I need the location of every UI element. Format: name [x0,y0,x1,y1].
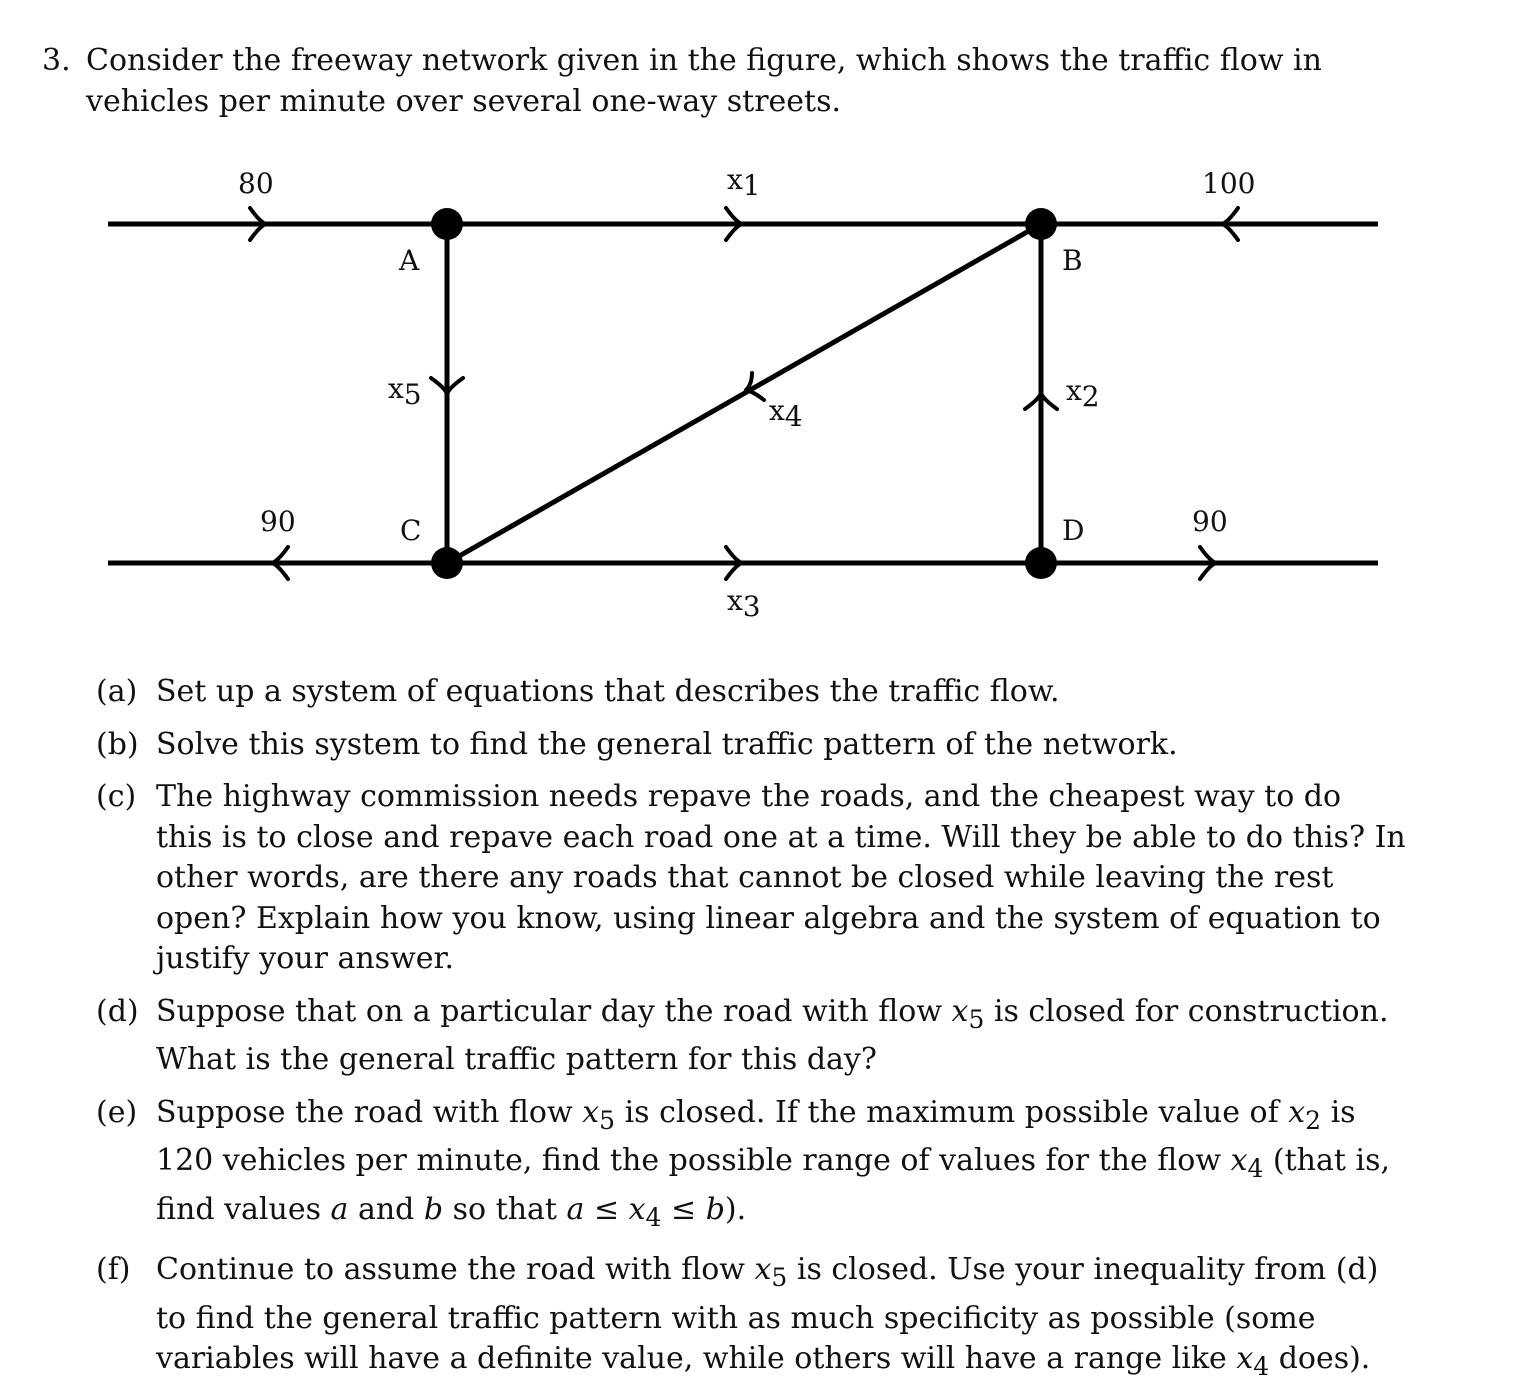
var-label-x5: x5 [388,372,422,411]
part-label: (a) [96,674,138,709]
node-B [1025,208,1057,240]
part-f [96,1250,1406,1388]
traffic-network-figure [0,150,1525,630]
part-e [96,1093,1406,1239]
part-label: (d) [96,993,139,1029]
node-label-A: A [399,244,420,277]
part-c [96,777,1406,980]
part-a [96,672,1406,713]
node-D [1025,547,1057,579]
node-label-D: D [1062,514,1085,547]
var-label-x1: x1 [727,163,761,202]
node-label-B: B [1062,244,1083,277]
flow-label-100: 100 [1202,167,1256,200]
part-b [96,725,1406,766]
part-text: The highway commission needs repave the roads, and the cheapest way to do this is to close and repave each road one at a time. Will they be able to do this? In other words, are there any roads that cannot be closed while leaving the rest open? Explain how you know, using linear algebra and the system of equation to justify your answer. [156,779,1406,976]
part-label: (e) [96,1094,138,1130]
part-text: Continue to assume the road with flow $x_5$ is closed. Use your inequality from (d) to find the general traffic pattern with as much specificity as possible (some variables will have a definite value, while others will have a range like $x_4$ does). [156,1252,1379,1381]
var-label-x4: x4 [769,394,803,433]
part-d [96,992,1406,1081]
problem-header [42,40,1422,122]
flow-label-80: 80 [238,167,274,200]
problem-number: 3. [42,43,71,78]
var-label-x2: x2 [1066,374,1100,413]
part-text: Suppose the road with flow $x_5$ is closed. If the maximum possible value of $x_2$ is 120 vehicles per minute, find the possible range of values for the flow $x_4$ (that is, find values a and b so that $a \le x_4 \le b$). [156,1094,1391,1232]
part-label: (c) [96,779,137,814]
part-label: (b) [96,726,139,762]
flow-label-90-right: 90 [1192,505,1228,538]
node-label-C: C [400,514,422,547]
question-parts [96,672,1406,1400]
node-C [431,547,463,579]
part-text: Suppose that on a particular day the road with flow $x_5$ is closed for construction. What is the general traffic pattern for this day? [156,993,1389,1077]
part-label: (f) [96,1252,131,1287]
flow-label-90-left: 90 [260,505,296,538]
problem-statement: Consider the freeway network given in the figure, which shows the traffic flow in vehicles per minute over several one-way streets. [86,43,1322,119]
road-x4-BC [447,224,1041,563]
node-A [431,208,463,240]
part-text: Set up a system of equations that describes the traffic flow. [156,674,1060,709]
part-text: Solve this system to find the general traffic pattern of the network. [156,726,1178,762]
var-label-x3: x3 [727,584,761,623]
